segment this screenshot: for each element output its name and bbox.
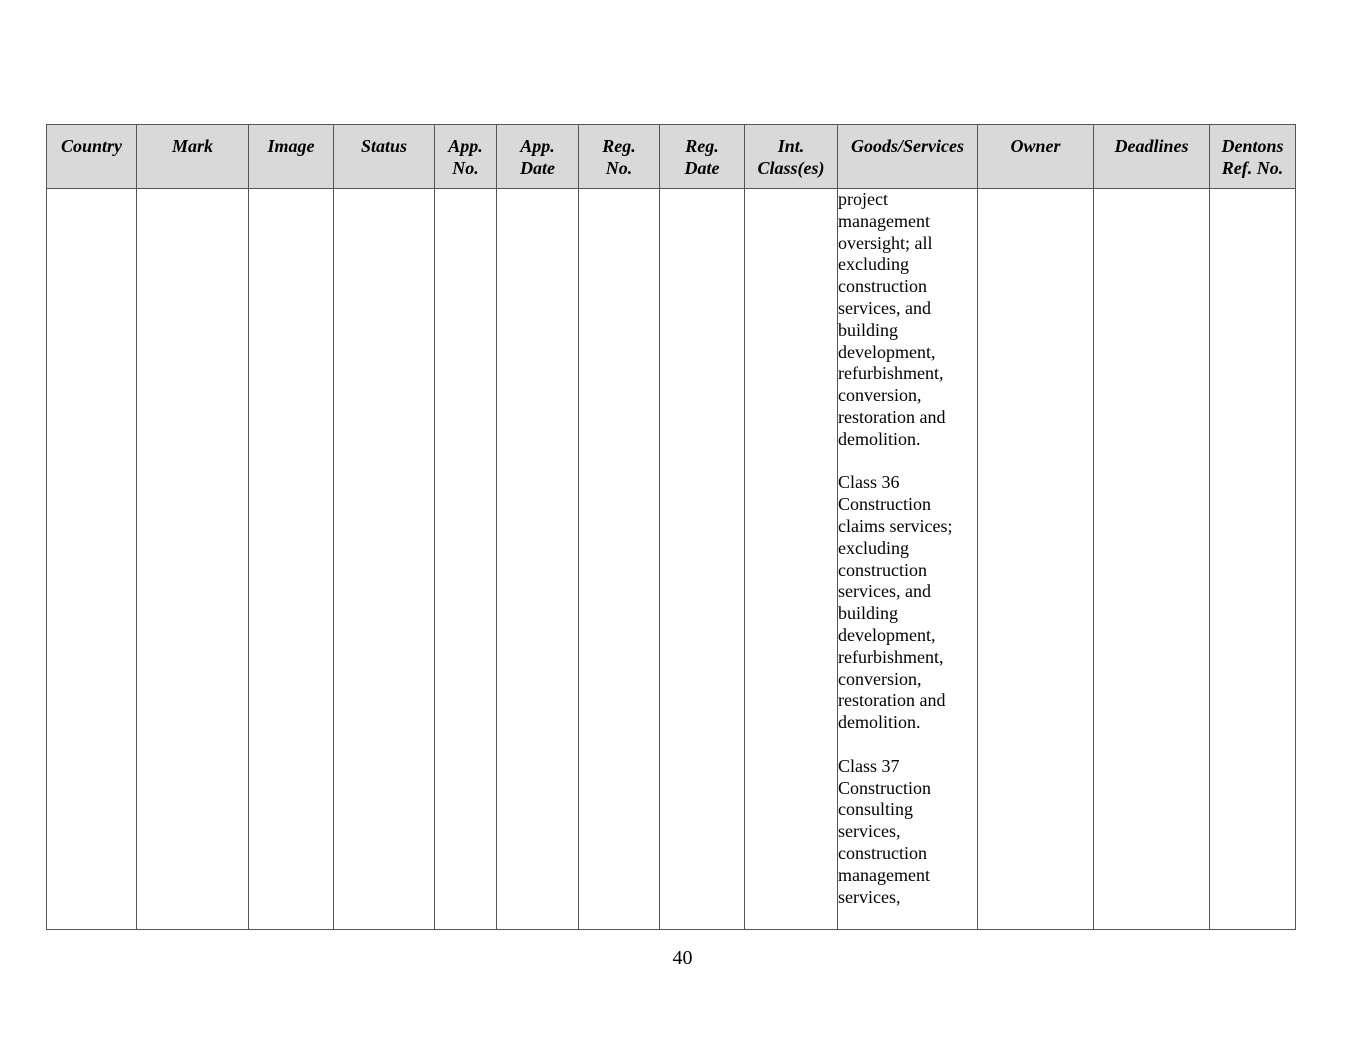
page-number: 40: [672, 947, 693, 969]
cell-int-class: [745, 189, 838, 930]
goods-services-line: claims services;: [838, 515, 953, 536]
header-dentons-ref-line2: Ref. No.: [1221, 158, 1284, 178]
goods-services-line: oversight; all: [838, 232, 933, 253]
header-app-date-line2: Date: [520, 158, 555, 178]
goods-services-line: Class 36: [838, 472, 900, 493]
goods-services-line: excluding: [838, 537, 909, 558]
goods-services-line: refurbishment,: [838, 363, 944, 384]
header-deadlines-label: Deadlines: [1114, 136, 1189, 156]
trademark-table: [46, 124, 1296, 930]
goods-services-text: [838, 189, 977, 908]
goods-services-line: Construction: [838, 494, 931, 515]
header-int-class-line2: Class(es): [757, 158, 825, 178]
cell-dentons-ref: [1210, 189, 1296, 930]
cell-app-date: [497, 189, 579, 930]
header-goods-services: [838, 125, 978, 189]
header-app-date: [497, 125, 579, 189]
goods-services-line: Construction: [838, 777, 931, 798]
goods-services-paragraph: [838, 472, 977, 734]
table-header-row: [47, 125, 1296, 189]
goods-services-line: Class 37: [838, 755, 900, 776]
header-status-label: Status: [360, 136, 408, 156]
header-image: [249, 125, 334, 189]
cell-mark: [137, 189, 249, 930]
goods-services-line: management: [838, 210, 930, 231]
goods-services-line: refurbishment,: [838, 646, 944, 667]
header-country-label: Country: [60, 136, 123, 156]
header-app-no: [435, 125, 497, 189]
cell-goods-services: [838, 189, 978, 930]
goods-services-line: building: [838, 319, 899, 340]
header-mark: [137, 125, 249, 189]
header-app-no-line1: App.: [448, 136, 483, 156]
header-reg-date: [660, 125, 745, 189]
goods-services-line: building: [838, 603, 899, 624]
header-reg-no: [579, 125, 660, 189]
goods-services-line: demolition.: [838, 712, 921, 733]
goods-services-line: construction: [838, 559, 927, 580]
header-reg-date-line2: Date: [684, 158, 720, 178]
goods-services-line: restoration and: [838, 690, 946, 711]
header-owner-label: Owner: [1010, 136, 1061, 156]
goods-services-line: conversion,: [838, 385, 922, 406]
cell-image: [249, 189, 334, 930]
goods-services-line: services, and: [838, 581, 931, 602]
goods-services-line: services, and: [838, 297, 931, 318]
header-app-date-line1: App.: [520, 136, 555, 156]
goods-services-line: development,: [838, 624, 936, 645]
goods-services-line: services,: [838, 821, 901, 842]
goods-services-paragraph: [838, 189, 977, 451]
header-app-no-line2: No.: [452, 158, 479, 178]
cell-deadlines: [1094, 189, 1210, 930]
header-owner: [978, 125, 1094, 189]
goods-services-line: conversion,: [838, 668, 922, 689]
goods-services-line: services,: [838, 886, 901, 907]
cell-reg-date: [660, 189, 745, 930]
header-reg-no-line2: No.: [605, 158, 633, 178]
goods-services-line: demolition.: [838, 428, 921, 449]
goods-services-line: management: [838, 864, 930, 885]
header-int-class-line1: Int.: [777, 136, 805, 156]
header-dentons-ref-line1: Dentons: [1221, 136, 1284, 156]
header-int-class: [745, 125, 838, 189]
cell-owner: [978, 189, 1094, 930]
cell-app-no: [435, 189, 497, 930]
goods-services-line: construction: [838, 842, 927, 863]
header-country: [47, 125, 137, 189]
header-image-label: Image: [267, 136, 315, 156]
goods-services-paragraph: [838, 756, 977, 909]
header-deadlines: [1094, 125, 1210, 189]
cell-country: [47, 189, 137, 930]
table-row: [47, 189, 1296, 930]
goods-services-line: excluding: [838, 254, 909, 275]
goods-services-line: construction: [838, 276, 927, 297]
header-reg-date-line1: Reg.: [685, 136, 719, 156]
cell-reg-no: [579, 189, 660, 930]
goods-services-line: development,: [838, 341, 936, 362]
goods-services-line: consulting: [838, 799, 913, 820]
goods-services-line: project: [838, 189, 888, 209]
header-dentons-ref: [1210, 125, 1296, 189]
header-goods-services-label: Goods/Services: [851, 136, 964, 156]
cell-status: [334, 189, 435, 930]
header-mark-label: Mark: [171, 136, 213, 156]
goods-services-line: restoration and: [838, 406, 946, 427]
header-reg-no-line1: Reg.: [602, 136, 636, 156]
header-status: [334, 125, 435, 189]
